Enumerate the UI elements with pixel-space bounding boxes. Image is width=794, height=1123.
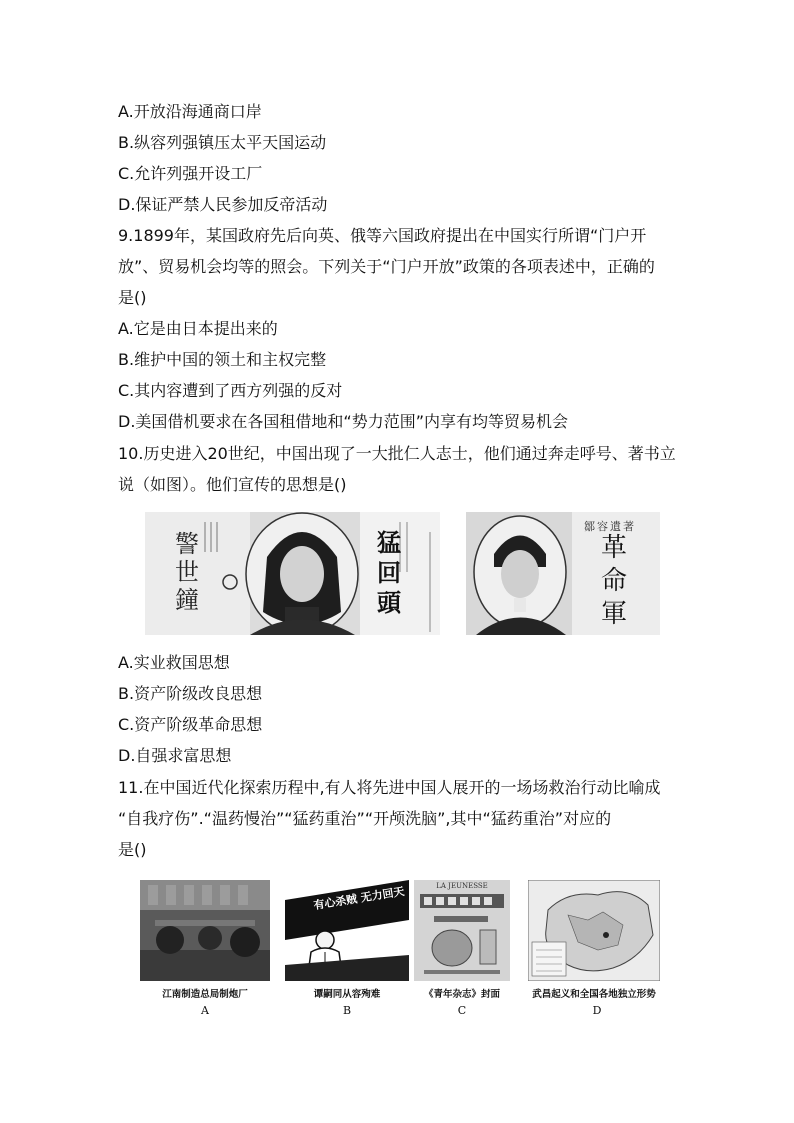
q10-book-title-gemingjun: 革命軍 [601,533,628,629]
q10-stem-line-2: 说（如图）。他们宣传的思想是() [118,475,347,494]
q10-stem-line-1: 10.历史进入20世纪，中国出现了一大批仁人志士，他们通过奔走呼号、著书立 [118,444,676,463]
q8-option-c: C.允许列强开设工厂 [118,164,263,183]
q9-option-b: B.维护中国的领土和主权完整 [118,350,327,369]
q10-option-c: C.资产阶级革命思想 [118,715,263,734]
q11-letter-b: B [342,1004,352,1017]
q10-figure-chen-tianhua [145,512,440,635]
q10-book-author-zourong: 鄒容遺著 [584,520,636,533]
q9-option-a: A.它是由日本提出来的 [118,319,278,338]
q11-stem-line-3: 是() [118,840,147,859]
q11-figure-c-magazine [414,880,510,981]
q10-option-b: B.资产阶级改良思想 [118,684,263,703]
q9-option-d: D.美国借机要求在各国租借地和“势力范围”内享有均等贸易机会 [118,412,568,431]
q9-option-c: C.其内容遭到了西方列强的反对 [118,381,343,400]
q11-figure-a-art [140,880,270,981]
q9-stem-line-2: 放”、贸易机会均等的照会。下列关于“门户开放”政策的各项表述中，正确的 [118,257,655,276]
q11-figure-b-tan-sitong [285,880,409,981]
q10-book-title-menghuitou: 猛回頭 [377,528,401,617]
q11-figure-c-art [414,880,510,981]
q10-book-title-jingshizhong: 警世鐘 [175,530,199,614]
q8-option-a: A.开放沿海通商口岸 [118,102,262,121]
q10-figure-zou-rong [466,512,660,635]
q8-option-d: D.保证严禁人民参加反帝活动 [118,195,328,214]
q11-caption-b: 谭嗣同从容殉难 [313,989,381,1000]
q11-stem-line-1: 11.在中国近代化探索历程中,有人将先进中国人展开的一场场救治行动比喻成 [118,778,661,797]
q11-letter-c: C [457,1004,467,1017]
q11-caption-a: 江南制造总局制炮厂 [162,989,248,1000]
q11-figure-a-factory [140,880,270,981]
q9-stem-line-1: 9.1899年，某国政府先后向英、俄等六国政府提出在中国实行所谓“门户开 [118,226,647,245]
q11-figure-d-art [528,880,660,981]
q11-letter-d: D [592,1004,602,1017]
q10-option-d: D.自强求富思想 [118,746,232,765]
q9-stem-line-3: 是() [118,288,147,307]
q11-figure-d-map [528,880,660,981]
q11-caption-c: 《青年杂志》封面 [423,989,500,1000]
q11-figure-b-scroll-text: 有心杀贼 无力回天 [312,884,406,913]
q8-option-b: B.纵容列强镇压太平天国运动 [118,133,327,152]
q11-letter-a: A [201,1004,209,1017]
q11-caption-d: 武昌起义和全国各地独立形势 [532,989,656,1000]
q11-stem-line-2: “自我疗伤”.“温药慢治”“猛药重治”“开颅洗脑”,其中“猛药重治”对应的 [118,809,612,828]
q10-option-a: A.实业救国思想 [118,653,230,672]
q11-figure-c-magazine-title: LA JEUNESSE [436,882,488,890]
